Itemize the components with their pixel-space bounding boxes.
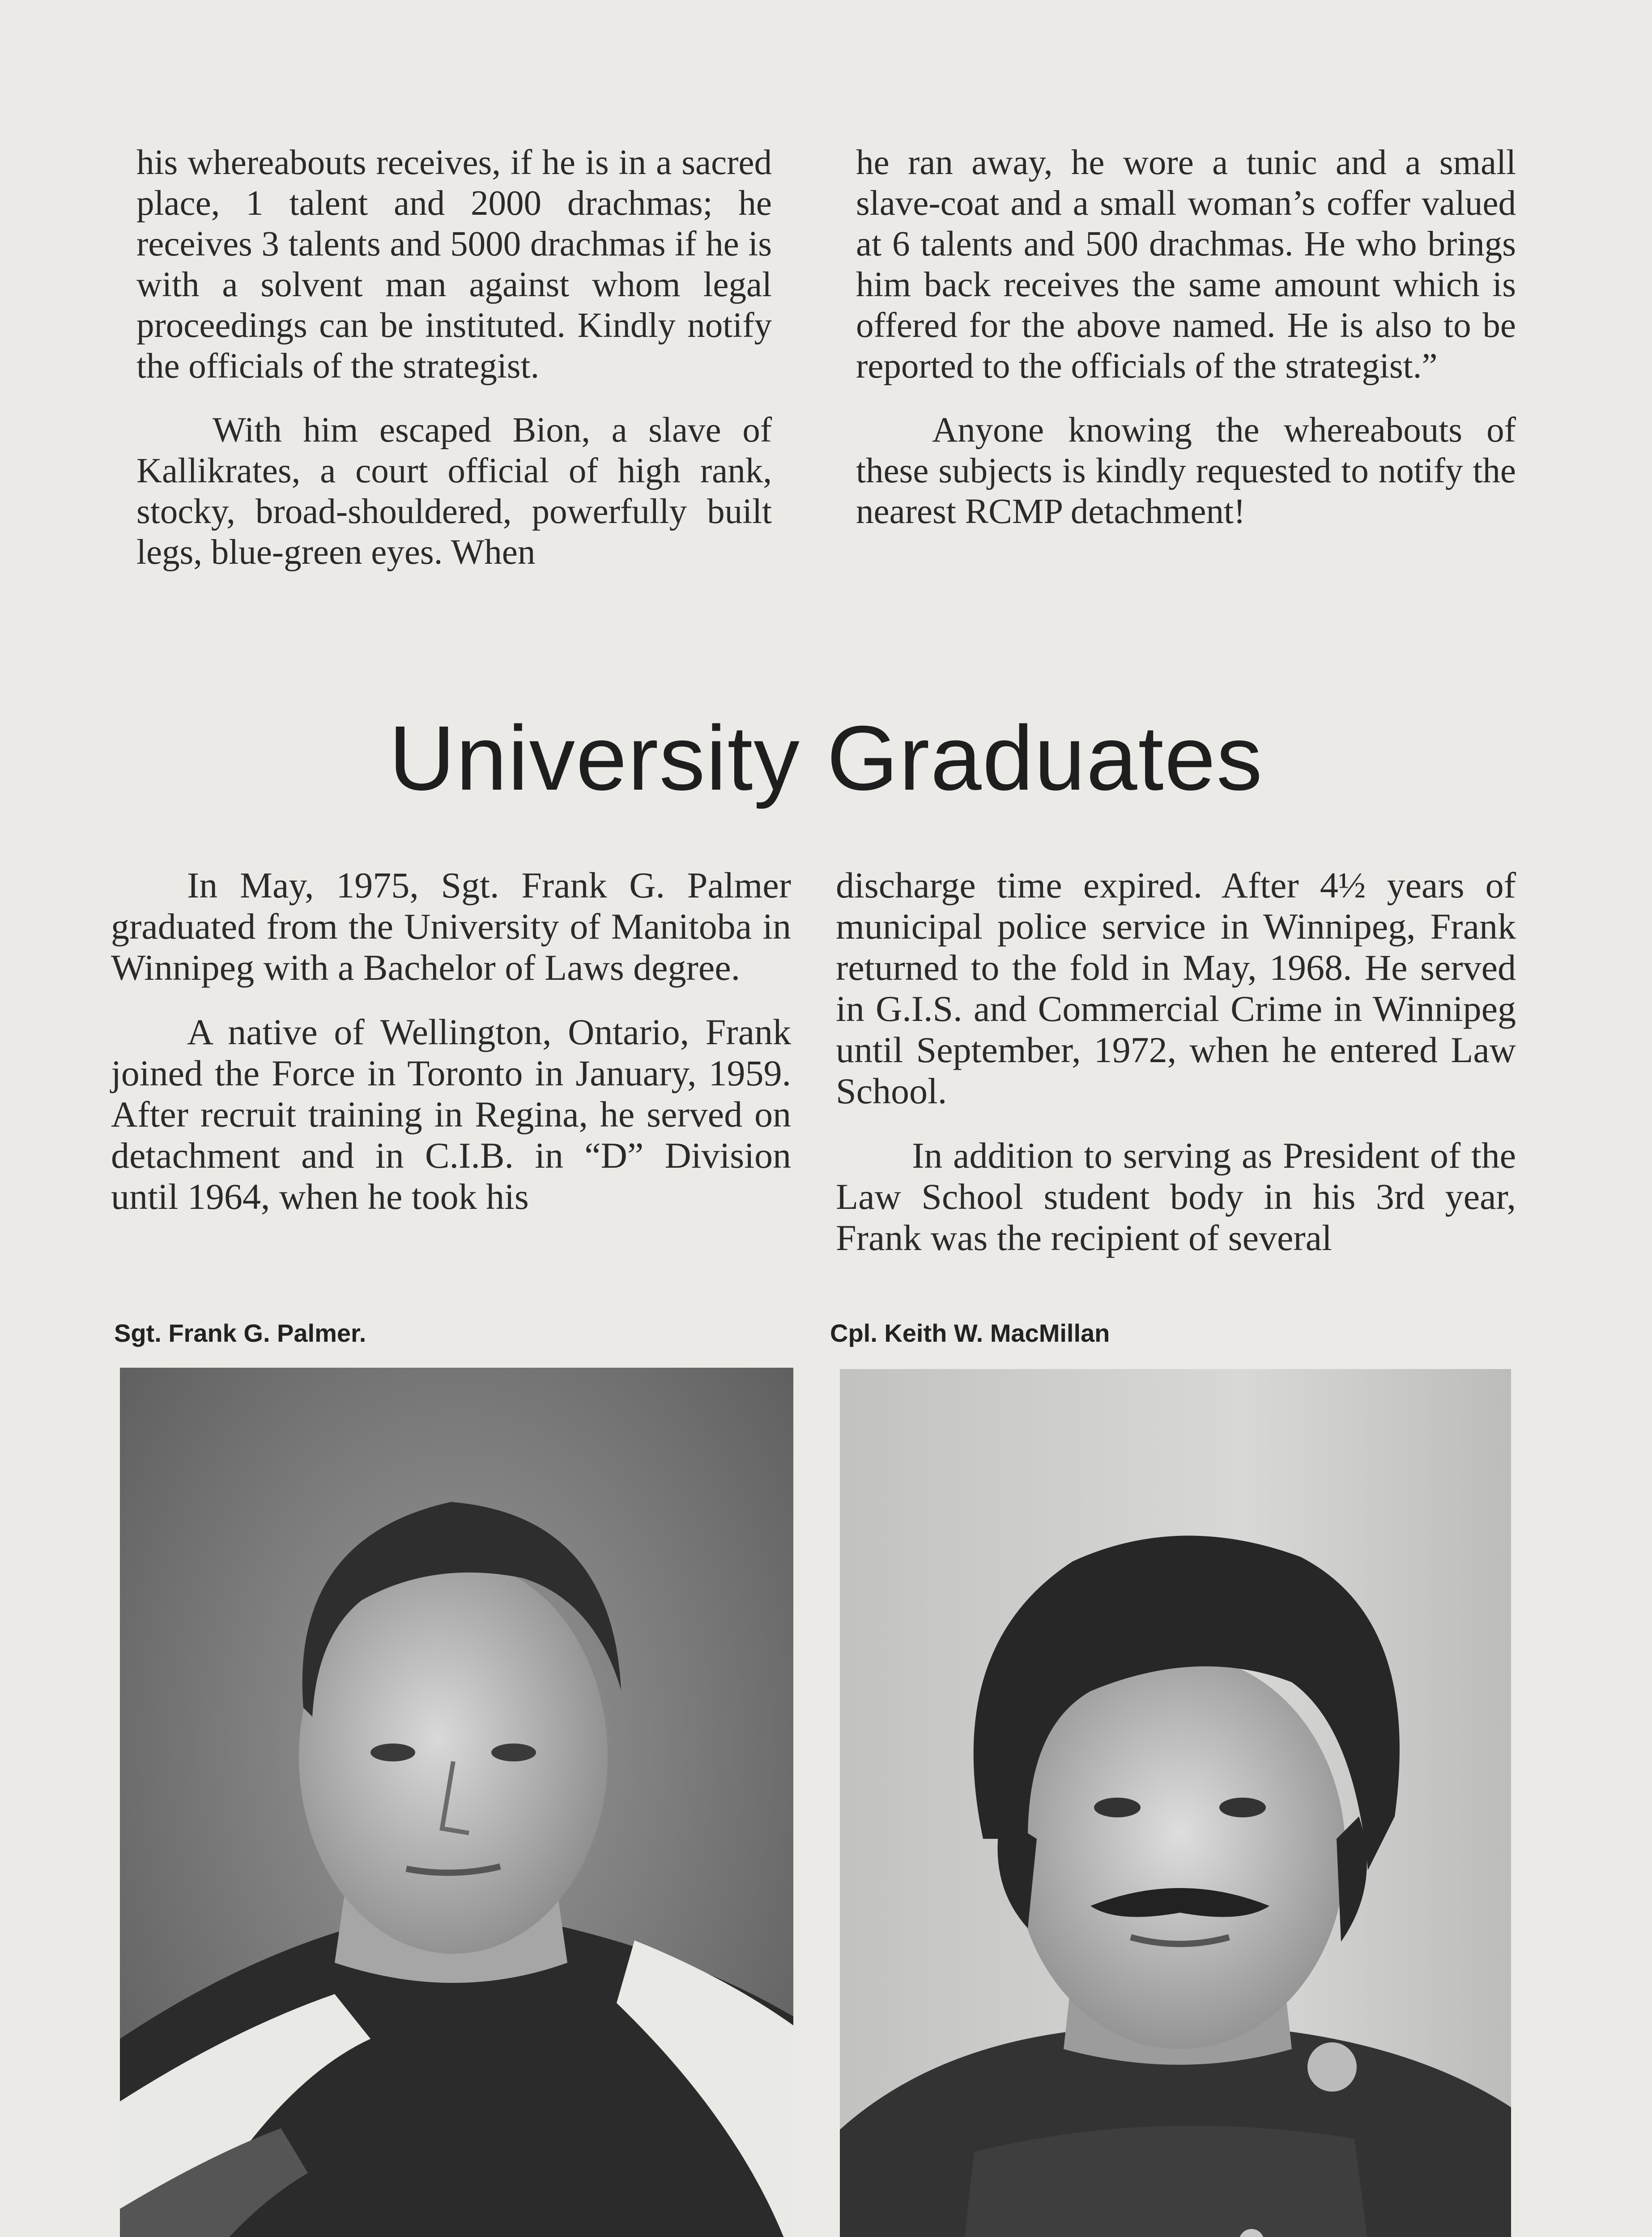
paragraph: A native of Wellington, Ontario, Frank joined the Force in Toronto in January, 1959. After recruit training in Regina, he served on detachment and in C.I.B. in “D” Division until 1964, when he took his <box>111 1012 791 1217</box>
paragraph: his whereabouts receives, if he is in a sacred place, 1 talent and 2000 drachmas; he receives 3 talents and 5000 drachmas if he is with a solvent man against whom legal proceedings can be instituted. Kindly notify the officials of the strategist. <box>136 143 772 386</box>
paragraph: In addition to serving as President of the Law School student body in his 3rd year, Frank was the recipient of several <box>836 1135 1516 1258</box>
portrait-photo-macmillan <box>840 1369 1511 2237</box>
top-right-column <box>856 142 1516 532</box>
paragraph: discharge time expired. After 4½ years of municipal police service in Winnipeg, Frank returned to the fold in May, 1968. He served in G.I.S. and Commercial Crime in Winnipeg until September, 1972, when he entered Law School. <box>836 865 1516 1111</box>
article-right-column <box>836 865 1516 1259</box>
paragraph: Anyone knowing the whereabouts of these subjects is kindly requested to notify the nearest RCMP detachment! <box>856 411 1516 531</box>
portrait-illustration <box>120 1368 793 2237</box>
paragraph: With him escaped Bion, a slave of Kallikrates, a court official of high rank, stocky, broad-shouldered, powerfully built legs, blue-green eyes. When <box>136 411 772 572</box>
portrait-photo-palmer <box>120 1368 793 2237</box>
article-left-column <box>111 865 791 1217</box>
photo-caption-left: Sgt. Frank G. Palmer. <box>114 1319 366 1347</box>
top-left-column <box>136 142 772 573</box>
paragraph: In May, 1975, Sgt. Frank G. Palmer graduated from the University of Manitoba in Winnipeg with a Bachelor of Laws degree. <box>111 865 791 988</box>
photo-caption-right: Cpl. Keith W. MacMillan <box>830 1319 1110 1347</box>
article-headline: University Graduates <box>388 707 1264 809</box>
paragraph: he ran away, he wore a tunic and a small slave-coat and a small woman’s coffer valued at 6 talents and 500 drachmas. He who brings him back receives the same amount which is offered for the above named. He is also to be reported to the officials of the strategist.” <box>856 143 1516 386</box>
portrait-illustration <box>840 1369 1511 2237</box>
